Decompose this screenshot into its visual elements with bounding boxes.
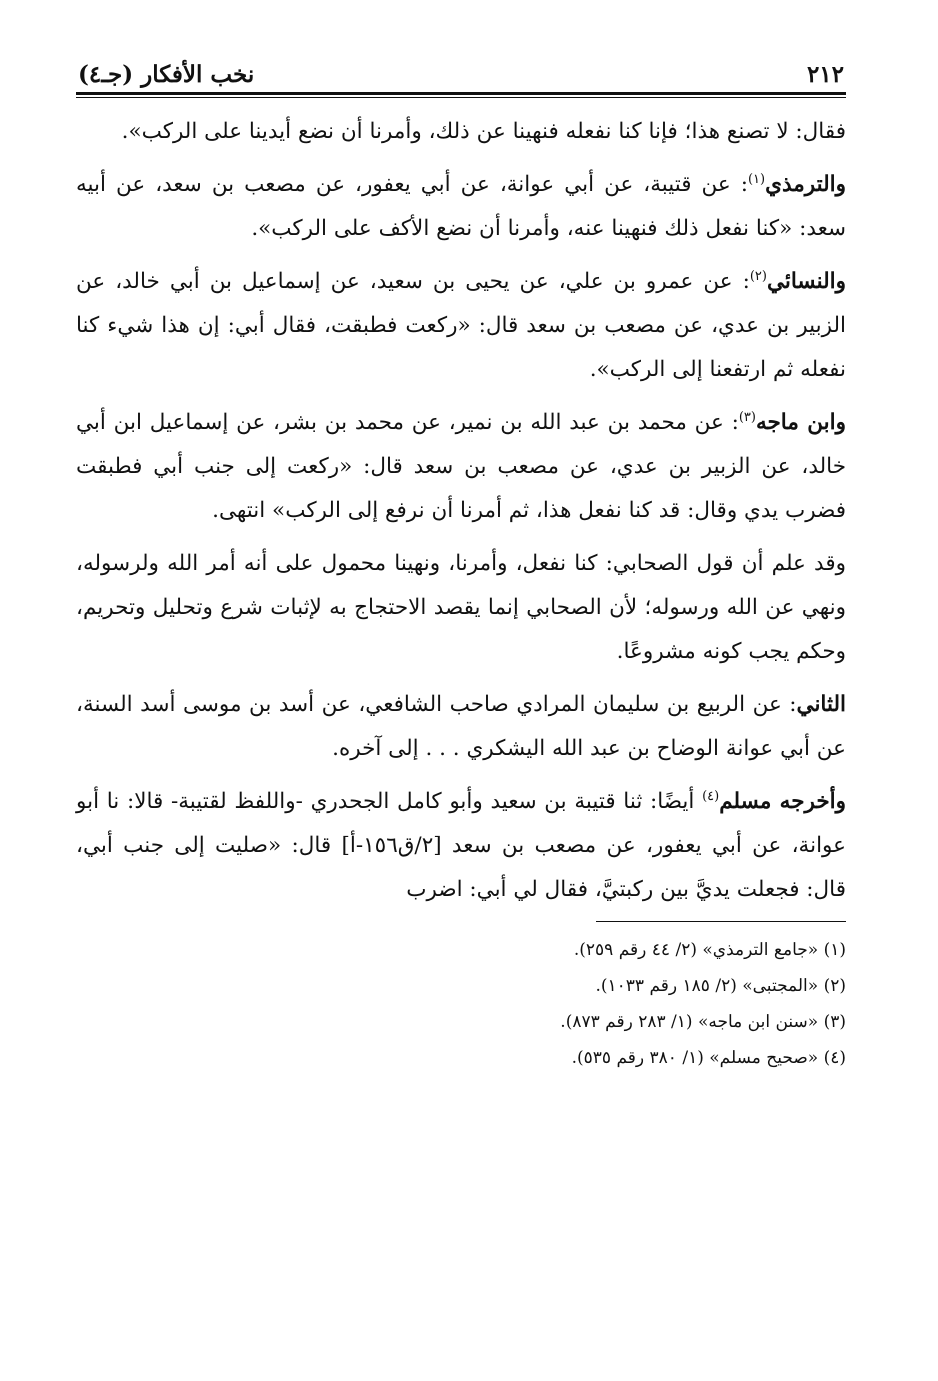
running-header	[76, 50, 846, 92]
paragraph	[76, 780, 846, 912]
footnote-ref: (٢)	[749, 268, 767, 284]
paragraph-text: وقد علم أن قول الصحابي: كنا نفعل، وأمرنا، ونهينا محمول على أنه أمر الله ولرسوله، ونهي عن الله ورسوله؛ لأن الصحابي إنما يقصد الاحتجاج به لإثبات شرع وتحليل وتحريم، وحكم يجب كونه مشروعًا.	[76, 551, 846, 664]
footnote: (٣) «سنن ابن ماجه» (١/ ٢٨٣ رقم ٨٧٣).	[560, 1012, 846, 1032]
footnote-separator	[596, 921, 846, 922]
paragraph	[76, 110, 846, 154]
footnotes	[76, 932, 846, 1076]
paragraph-text: : عن عمرو بن علي، عن يحيى بن سعيد، عن إسماعيل بن أبي خالد، عن الزبير بن عدي، عن مصعب بن سعد قال: «ركعت فطبقت، فقال أبي: إن هذا شيء كنا نفعله ثم ارتفعنا إلى الركب».	[76, 269, 846, 382]
book-title: نخب الأفكار (جـ٤)	[78, 61, 255, 88]
footnote-ref: (٣)	[738, 409, 756, 425]
paragraph-text: أيضًا: ثنا قتيبة بن سعيد وأبو كامل الجحدري -واللفظ لقتيبة- قالا: نا أبو عوانة، عن أبي يعفور، عن مصعب بن سعد [٢/ق١٥٦-أ] قال: «صليت إلى جنب أبي، قال: فجعلت يديَّ بين ركبتيَّ، فقال لي أبي: اضرب	[76, 789, 846, 902]
paragraph-lead: والترمذي	[765, 172, 846, 197]
main-text	[76, 110, 846, 912]
paragraph	[76, 401, 846, 533]
header-rule-thin	[76, 97, 846, 98]
paragraph-lead: وأخرجه مسلم	[719, 789, 847, 814]
footnote: (٢) «المجتبى» (٢/ ١٨٥ رقم ١٠٣٣).	[595, 976, 846, 996]
paragraph-text: : عن الربيع بن سليمان المرادي صاحب الشافعي، عن أسد بن موسى أسد السنة، عن أبي عوانة الوضاح بن عبد الله اليشكري . . . إلى آخره.	[76, 692, 846, 761]
book-page	[76, 50, 846, 1076]
header-rule	[76, 92, 846, 95]
footnote: (١) «جامع الترمذي» (٢/ ٤٤ رقم ٢٥٩).	[573, 940, 846, 960]
paragraph	[76, 683, 846, 771]
paragraph	[76, 542, 846, 674]
footnote-ref: (٤)	[702, 788, 720, 804]
paragraph-text: : عن قتيبة، عن أبي عوانة، عن أبي يعفور، عن مصعب بن سعد، عن أبيه سعد: «كنا نفعل ذلك فنهينا عنه، وأمرنا أن نضع الأكف على الركب».	[76, 172, 846, 241]
paragraph-lead: الثاني	[796, 692, 846, 717]
paragraph-lead: والنسائي	[766, 269, 846, 294]
paragraph-lead: وابن ماجه	[755, 410, 846, 435]
paragraph	[76, 260, 846, 392]
paragraph	[76, 163, 846, 251]
footnote-ref: (١)	[747, 171, 766, 187]
page-number: ٢١٢	[806, 61, 844, 88]
paragraph-text: فقال: لا تصنع هذا؛ فإنا كنا نفعله فنهينا عن ذلك، وأمرنا أن نضع أيدينا على الركب».	[121, 119, 846, 144]
paragraph-text: : عن محمد بن عبد الله بن نمير، عن محمد بن بشر، عن إسماعيل ابن أبي خالد، عن الزبير بن عدي، عن مصعب بن سعد قال: «ركعت إلى جنب أبي فطبقت فضرب يدي وقال: قد كنا نفعل هذا، ثم أمرنا أن نرفع إلى الركب» انتهى.	[76, 410, 846, 523]
footnote: (٤) «صحيح مسلم» (١/ ٣٨٠ رقم ٥٣٥).	[571, 1048, 846, 1068]
